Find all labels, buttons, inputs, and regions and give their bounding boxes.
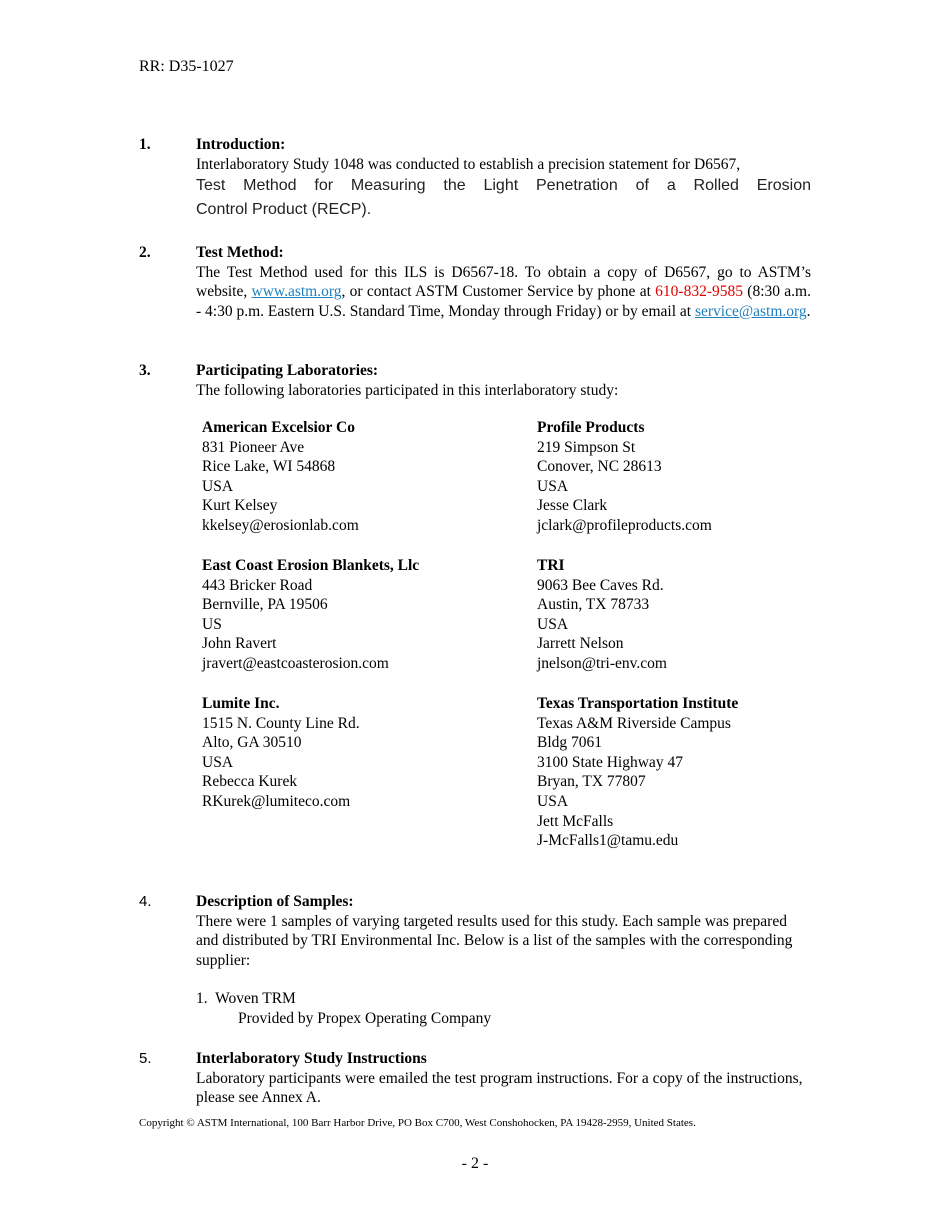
laboratory-name: Profile Products [537,419,645,436]
laboratory-contact: Kurt Kelsey [202,497,278,515]
list-item [196,989,811,1009]
section-test-method [139,243,811,321]
section-number: 3. [139,362,151,379]
service-email-link[interactable]: service@astm.org [694,302,807,320]
section-title: Description of Samples: [196,893,354,910]
laboratory-address: Texas A&M Riverside Campus [537,714,731,732]
section-number: 2. [139,244,151,261]
laboratory-city: Bernville, PA 19506 [202,596,328,614]
page-number: - 2 - [461,1155,489,1172]
laboratory-name: Texas Transportation Institute [537,695,739,712]
instructions-paragraph: Laboratory participants were emailed the test program instructions. For a copy of the instructions, please see Annex A. [196,1069,803,1107]
samples-paragraph: There were 1 samples of varying targeted results used for this study. Each sample was prepared and distributed by TRI Environmental Inc. Below is a list of the samples with the corresponding supplier: [196,912,793,969]
section-introduction [139,135,811,221]
sample-supplier: Provided by Propex Operating Company [238,1009,492,1027]
laboratory-email: jravert@eastcoasterosion.com [202,654,389,672]
intro-line-3: Control Product (RECP). [196,200,372,218]
laboratory-country: USA [202,753,234,771]
laboratory-contact: John Ravert [202,635,277,653]
section-number: 5. [139,1050,152,1067]
laboratory-name: Lumite Inc. [202,695,280,712]
laboratory-email: kkelsey@erosionlab.com [202,516,359,534]
labs-intro: The following laboratories participated in this interlaboratory study: [196,381,619,399]
laboratory-country: USA [202,477,234,495]
astm-website-link[interactable]: www.astm.org [251,283,342,301]
laboratory-city: Alto, GA 30510 [202,734,302,752]
laboratory-contact: Jett McFalls [537,812,614,830]
laboratory-country: USA [537,615,569,633]
section-description-of-samples [139,892,811,1029]
copyright-footer: Copyright © ASTM International, 100 Barr Harbor Drive, PO Box C700, West Conshohocken, PA 19428-2959, United States. [139,1117,696,1129]
laboratory-contact: Rebecca Kurek [202,773,298,791]
section-number: 4. [139,893,152,910]
laboratory-name: East Coast Erosion Blankets, Llc [202,557,420,574]
laboratory-address: 831 Pioneer Ave [202,438,305,456]
laboratory-building: Bldg 7061 [537,734,603,752]
laboratory-entry [537,418,712,536]
paragraph-text: . [806,302,811,320]
laboratory-street: 3100 State Highway 47 [537,753,683,771]
section-title: Test Method: [196,244,284,261]
laboratory-email: jnelson@tri-env.com [537,654,667,672]
laboratory-address: 443 Bricker Road [202,576,313,594]
laboratory-entry [202,556,419,674]
laboratory-entry [202,694,360,812]
laboratory-contact: Jarrett Nelson [537,635,624,653]
sample-list [196,989,811,1028]
laboratory-email: J-McFalls1@tamu.edu [537,832,679,850]
test-method-paragraph [196,263,811,322]
laboratory-entry [537,694,738,851]
laboratory-address: 9063 Bee Caves Rd. [537,576,664,594]
laboratory-country: US [202,615,222,633]
laboratory-city: Austin, TX 78733 [537,596,650,614]
laboratory-email: jclark@profileproducts.com [537,516,712,534]
section-participating-labs [139,361,811,400]
laboratory-city: Bryan, TX 77807 [537,773,646,791]
intro-line-1: Interlaboratory Study 1048 was conducted to establish a precision statement for D6567, [196,155,741,173]
section-title: Introduction: [196,136,286,153]
phone-number: 610-832-9585 [655,283,743,301]
section-number: 1. [139,136,151,153]
laboratory-country: USA [537,792,569,810]
intro-line-2: Test Method for Measuring the Light Penetration of a Rolled Erosion [196,177,811,195]
laboratory-city: Rice Lake, WI 54868 [202,458,336,476]
laboratory-email: RKurek@lumiteco.com [202,792,351,810]
section-title: Interlaboratory Study Instructions [196,1050,427,1067]
section-study-instructions [139,1049,811,1108]
paragraph-text: (8:30 a.m. - 4:30 p.m. Eastern U.S. Standard Time, Monday through Friday) or by email at [196,283,811,320]
paragraph-text: The Test Method used for this ILS is D6567-18. To obtain a copy of D6567, go to ASTM’s website, [196,263,811,301]
laboratory-address: 1515 N. County Line Rd. [202,714,360,732]
laboratory-city: Conover, NC 28613 [537,458,662,476]
laboratory-name: American Excelsior Co [202,419,355,436]
section-title: Participating Laboratories: [196,362,379,379]
laboratory-name: TRI [537,557,565,574]
laboratory-entry [202,418,359,536]
report-id: RR: D35-1027 [139,58,234,75]
laboratory-country: USA [537,477,569,495]
laboratory-address: 219 Simpson St [537,438,636,456]
laboratory-contact: Jesse Clark [537,497,608,515]
list-item-number: 1. [196,990,208,1008]
laboratory-entry [537,556,667,674]
paragraph-text: , or contact ASTM Customer Service by phone at [341,283,656,301]
sample-name: Woven TRM [215,990,296,1008]
